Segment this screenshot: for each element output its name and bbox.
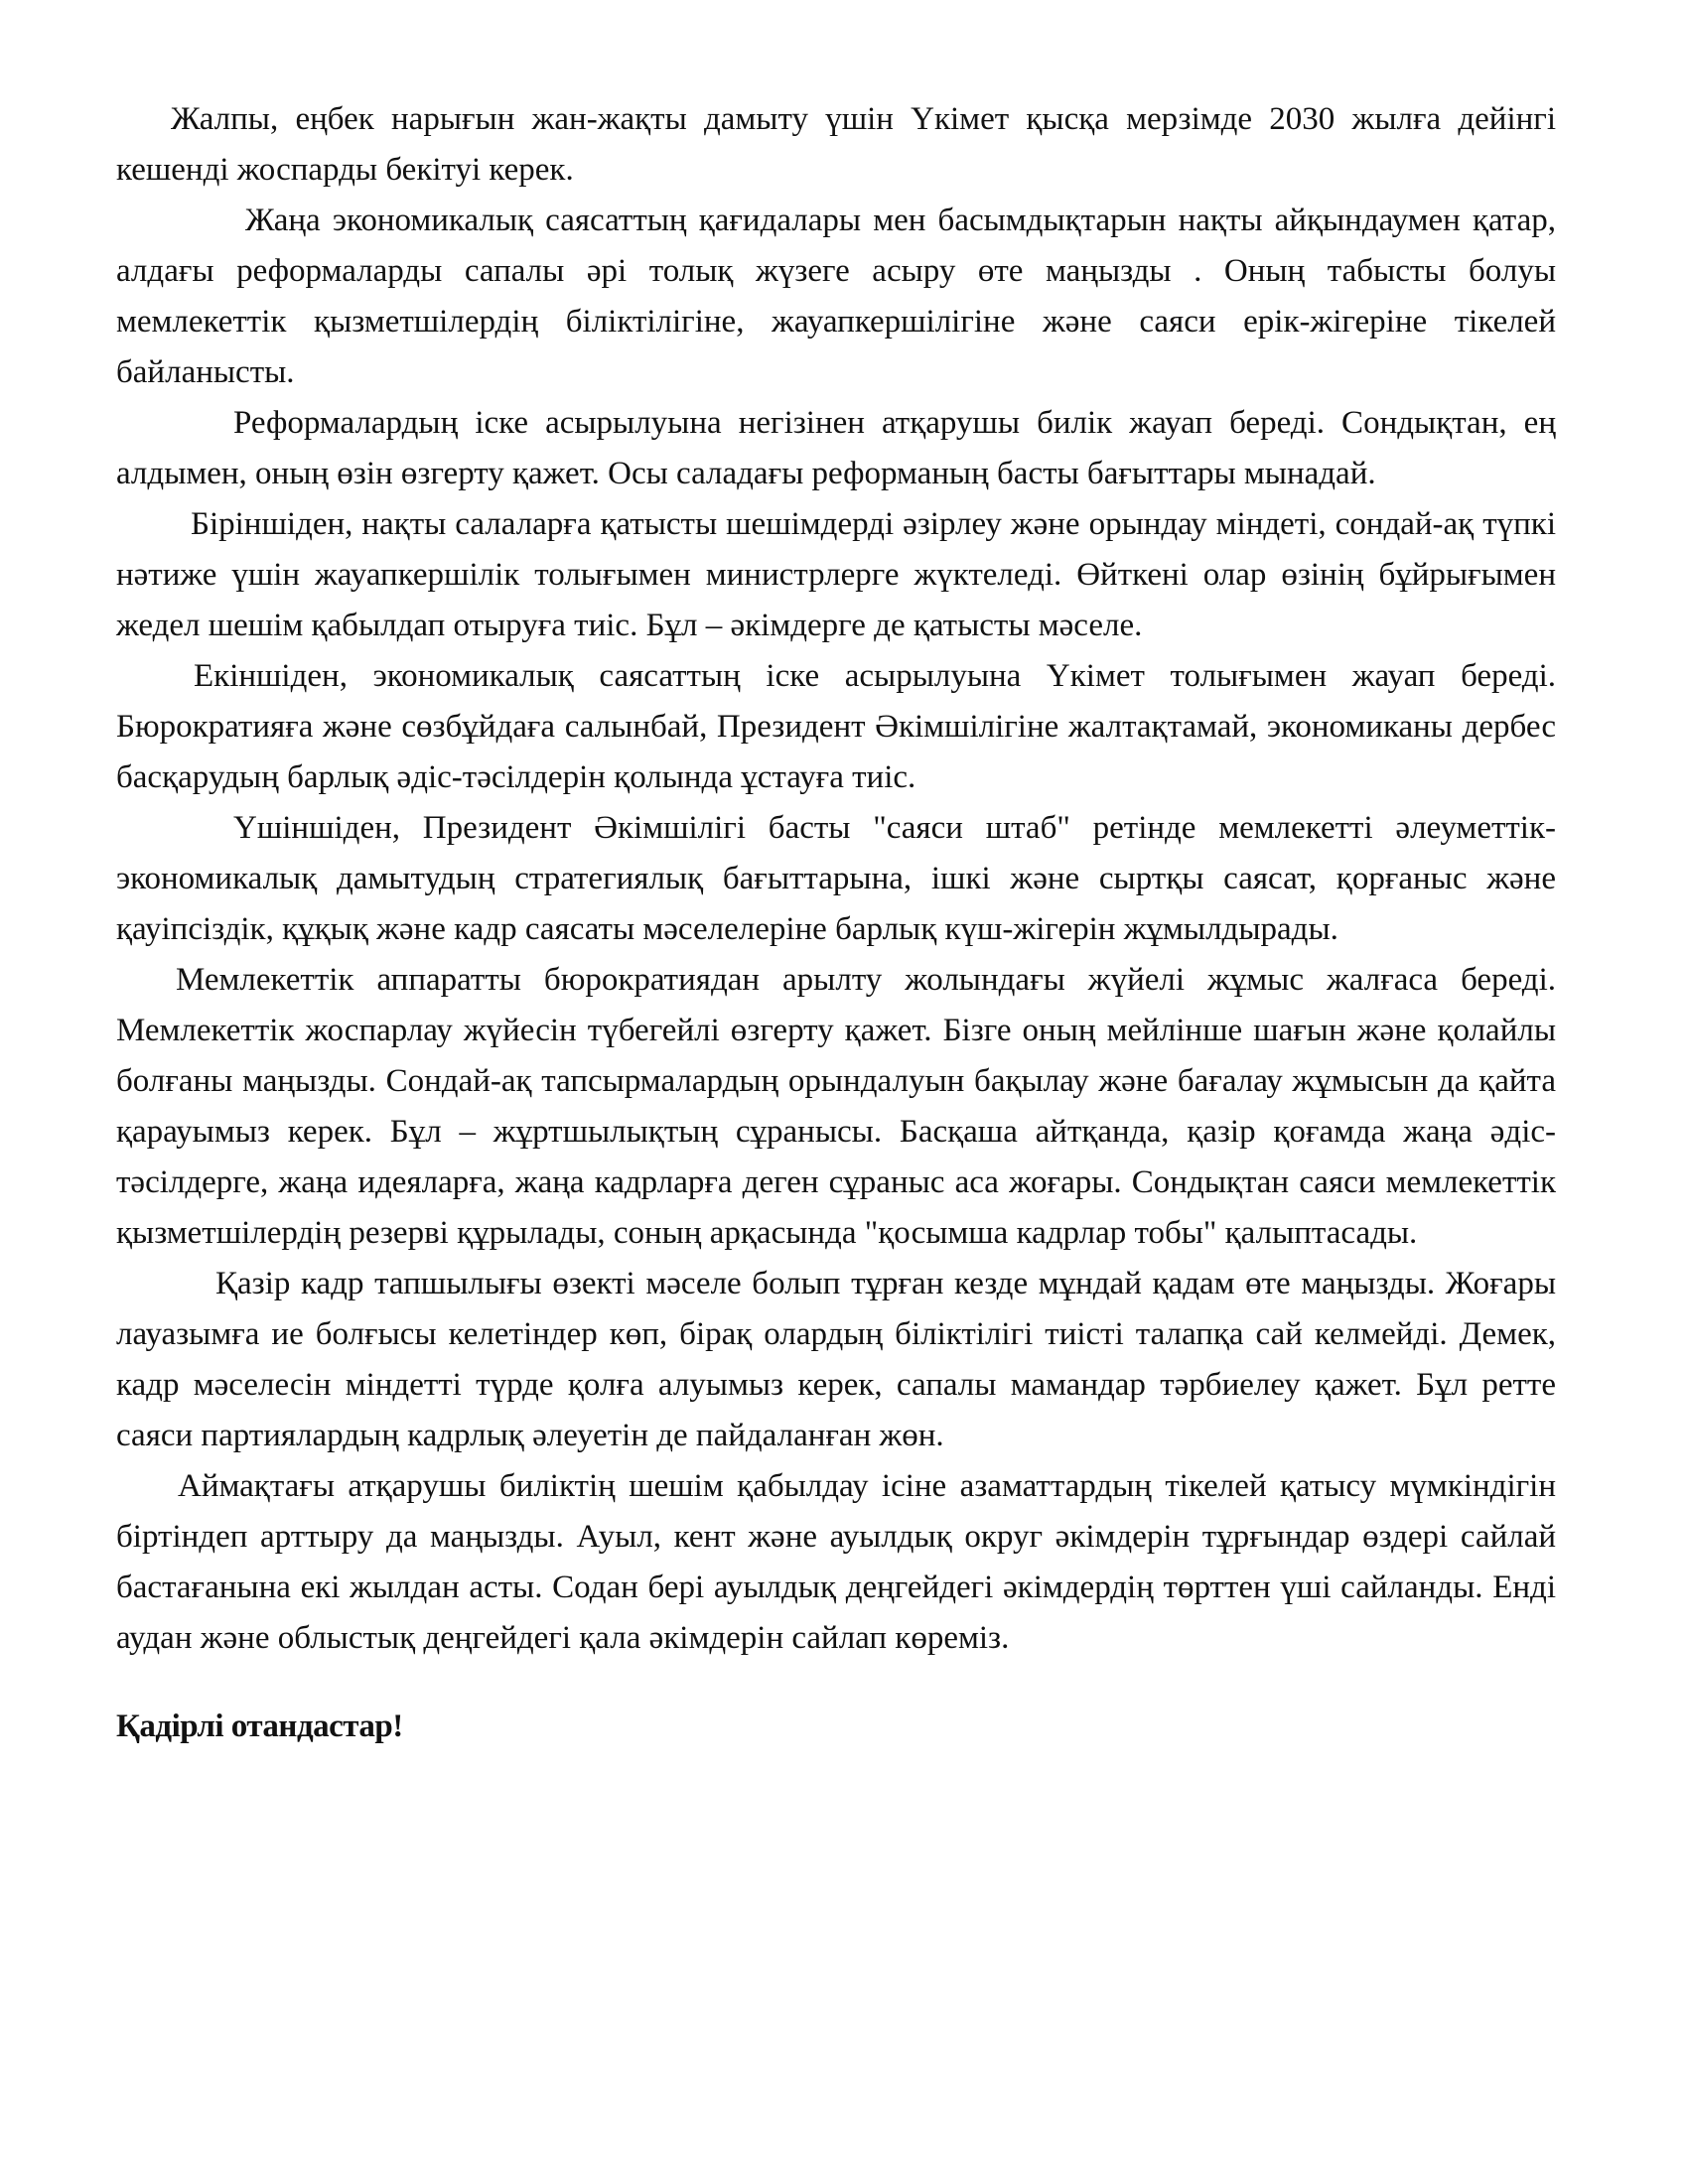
paragraph-labor-market-plan: Жалпы, еңбек нарығын жан-жақты дамыту үшін Үкімет қысқа мерзімде 2030 жылға дейінгі кешенді жоспарды бекітуі керек. <box>116 101 1556 188</box>
paragraph-first-direction: Біріншіден, нақты салаларға қатысты шешімдерді әзірлеу және орындау міндеті, сондай-ақ түпкі нәтиже үшін жауапкершілік толығымен министрлерге жүктеледі. Өйткені олар өзінің бұйрығымен жедел шешім қабылдап отыруға тиіс. Бұл – әкімдерге де қатысты мәселе. <box>116 506 1556 643</box>
paragraph-third-direction: Үшіншіден, Президент Әкімшілігі басты "саяси штаб" ретінде мемлекетті әлеуметтік-экономикалық дамытудың стратегиялық бағыттарына, ішкі және сыртқы саясат, қорғаныс және қауіпсіздік, құқық және кадр саясаты мәселелеріне барлық күш-жігерін жұмылдырады. <box>116 810 1556 947</box>
paragraph-new-economic-policy: Жаңа экономикалық саясаттың қағидалары мен басымдықтарын нақты айқындаумен қатар, алдағы реформаларды сапалы әрі толық жүзеге асыру өте маңызды . Оның табысты болуы мемлекеттік қызметшілердің біліктілігіне, жауапкершілігіне және саяси ерік-жігеріне тікелей байланысты. <box>116 203 1556 390</box>
paragraph-executive-reform: Реформалардың іске асырылуына негізінен атқарушы билік жауап береді. Сондықтан, ең алдымен, оның өзін өзгерту қажет. Осы саладағы реформаның басты бағыттары мынадай. <box>116 405 1556 491</box>
paragraph-personnel-shortage: Қазір кадр тапшылығы өзекті мәселе болып тұрған кезде мұндай қадам өте маңызды. Жоғары лауазымға ие болғысы келетіндер көп, бірақ олардың біліктілігі тиісті талапқа сай келмейді. Демек, кадр мәселесін міндетті түрде қолға алуымыз керек, сапалы мамандар тәрбиелеу қажет. Бұл ретте саяси партиялардың кадрлық әлеуетін де пайдаланған жөн. <box>116 1266 1556 1453</box>
closing-heading: Қадірлі отандастар! <box>116 1708 403 1744</box>
paragraph-bureaucracy: Мемлекеттік аппаратты бюрократиядан арылту жолындағы жүйелі жұмыс жалғаса береді. Мемлекеттік жоспарлау жүйесін түбегейлі өзгерту қажет. Бізге оның мейлінше шағын және қолайлы болғаны маңызды. Сондай-ақ тапсырмалардың орындалуын бақылау және бағалау жұмысын да қайта қарауымыз керек. Бұл – жұртшылықтың сұранысы. Басқаша айтқанда, қазір қоғамда жаңа әдіс-тәсілдерге, жаңа идеяларға, жаңа кадрларға деген сұраныс аса жоғары. Сондықтан саяси мемлекеттік қызметшілердің резерві құрылады, соның арқасында "қосымша кадрлар тобы" қалыптасады. <box>116 962 1556 1251</box>
document-body <box>116 94 1556 1752</box>
paragraph-local-elections: Аймақтағы атқарушы биліктің шешім қабылдау ісіне азаматтардың тікелей қатысу мүмкіндігін біртіндеп арттыру да маңызды. Ауыл, кент және ауылдық округ әкімдерін тұрғындар өздері сайлай бастағанына екі жылдан асты. Содан бері ауылдық деңгейдегі әкімдердің төрттен үші сайланды. Енді аудан және облыстық деңгейдегі қала әкімдерін сайлап көреміз. <box>116 1468 1556 1656</box>
paragraph-second-direction: Екіншіден, экономикалық саясаттың іске асырылуына Үкімет толығымен жауап береді. Бюрократияға және сөзбұйдаға салынбай, Президент Әкімшілігіне жалтақтамай, экономиканы дербес басқарудың барлық әдіс-тәсілдерін қолында ұстауға тиіс. <box>116 658 1556 795</box>
